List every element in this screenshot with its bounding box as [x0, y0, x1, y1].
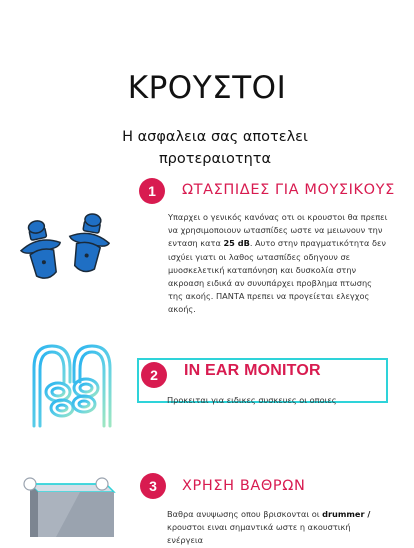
- page-subtitle: Η ασφαλεια σας αποτελει προτεραιοτητα: [122, 129, 308, 167]
- text-line: ακοής.: [168, 304, 196, 315]
- text-span: . Αυτο στην πραγματικότητα δεν: [249, 238, 386, 249]
- text-line: Προκειται για ειδικες συσκευες οι οποιες: [167, 395, 337, 405]
- text-line: [167, 508, 389, 521]
- section-heading: ΧΡΗΣΗ ΒΑΘΡΩΝ: [182, 478, 306, 494]
- text-line: Υπαρχει ο γενικός κανόνας οτι οι κρουστοι θα πρεπει: [168, 212, 388, 222]
- earplugs-icon: [14, 208, 120, 288]
- emphasis-text: 25 dB: [223, 238, 250, 249]
- section-number-badge: 2: [141, 362, 167, 388]
- emphasis-text: drummer /: [322, 509, 371, 519]
- section-heading: IN EAR MONITOR: [184, 362, 321, 379]
- section-number-badge: 3: [140, 473, 166, 499]
- text-line: ισχύει γιατι οι λαθος ωτασπίδες οδηγουν σε: [168, 251, 351, 262]
- text-line: [168, 237, 390, 250]
- section-heading: ΩΤΑΣΠΙΔΕΣ ΓΙΑ ΜΟΥΣΙΚΟΥΣ: [182, 182, 395, 198]
- page-title: ΚΡΟΥΣΤΟΙ: [127, 70, 287, 106]
- in-ear-monitor-icon: [22, 338, 122, 430]
- section-number-badge: 1: [139, 178, 165, 204]
- text-span: ενταση κατα: [168, 238, 224, 249]
- section-body-text: [168, 211, 390, 317]
- text-span: Βαθρα ανυψωσης οπου βρισκονται οι: [167, 509, 323, 519]
- text-line: ακροαση ειδικά αν συνυπάρχει προβλημα πτωσης: [168, 278, 372, 289]
- text-line: να χρησιμοποιουν ωτασπίδες ωστε να μειωνουν την: [168, 225, 383, 236]
- text-line: της ακοής. ΠΑΝΤΑ πρεπει να προγείεται ελεγχος: [168, 291, 370, 302]
- section-body-text: [167, 508, 389, 548]
- section-body-text: [167, 394, 389, 407]
- text-line: κρουστοι ειναι σημαντικά ωστε η ακουστική ενέργεια: [167, 522, 351, 546]
- text-line: μυοσκελετική καταπόνηση και δυσκολία στην: [168, 264, 357, 275]
- riser-platform-icon: [20, 470, 124, 537]
